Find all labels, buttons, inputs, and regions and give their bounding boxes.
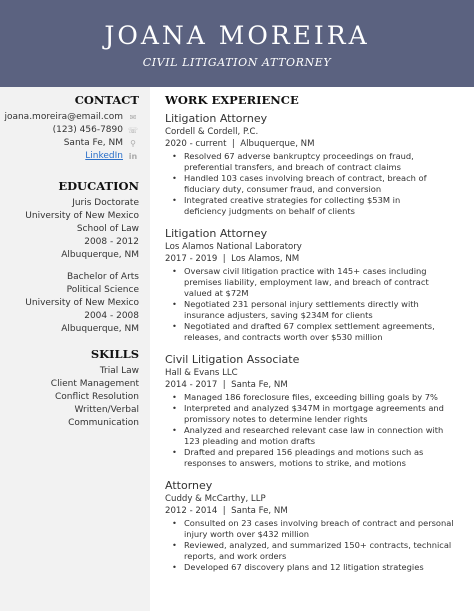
job-title: Attorney xyxy=(165,479,213,492)
skill-item: Written/Verbal xyxy=(74,405,139,415)
job-bullet: • Resolved 67 adverse bankruptcy proceedings on fraud, preferential transfers, and breach of contract claims xyxy=(165,151,465,173)
job-dates: 2012 - 2014 xyxy=(165,506,218,516)
contact-section xyxy=(0,93,150,163)
job-company: Cordell & Cordell, P.C. xyxy=(165,127,259,137)
job-title: Civil Litigation Associate xyxy=(165,353,300,366)
skills-heading: SKILLS xyxy=(90,347,139,361)
education-years: 2008 - 2012 xyxy=(84,237,139,247)
job-bullets xyxy=(165,392,465,469)
resume-header xyxy=(0,0,474,87)
job-dates: 2017 - 2019 xyxy=(165,254,218,264)
job-meta: 2012 - 2014 | Santa Fe, NM xyxy=(165,506,288,516)
education-degree: Bachelor of Arts xyxy=(66,272,139,282)
job-entry xyxy=(165,227,465,343)
skill-item: Client Management xyxy=(50,379,139,389)
candidate-name: JOANA MOREIRA xyxy=(104,21,370,50)
job-location: Santa Fe, NM xyxy=(231,380,288,390)
job-entry xyxy=(165,112,465,217)
job-bullet: • Negotiated 231 personal injury settlements directly with insurance adjusters, saving $234M for clients xyxy=(165,299,465,321)
job-meta: 2014 - 2017 | Santa Fe, NM xyxy=(165,380,288,390)
job-bullet: • Interpreted and analyzed $347M in mortgage agreements and promissory notes to determine lender rights xyxy=(165,403,465,425)
job-meta: 2017 - 2019 | Los Alamos, NM xyxy=(165,254,300,264)
phone-text: (123) 456-7890 xyxy=(52,125,123,135)
job-bullet: • Negotiated and drafted 67 complex settlement agreements, releases, and contracts worth over $530 million xyxy=(165,321,465,343)
job-bullets xyxy=(165,151,465,217)
education-section xyxy=(0,179,150,336)
job-company: Los Alamos National Laboratory xyxy=(165,242,302,252)
job-bullet: • Integrated creative strategies for collecting $53M in deficiency judgments on behalf of clients xyxy=(165,195,465,217)
job-company: Cuddy & McCarthy, LLP xyxy=(165,494,266,504)
job-bullets xyxy=(165,518,465,573)
email-text: joana.moreira@email.com xyxy=(4,112,123,122)
phone-icon: ☏ xyxy=(127,126,138,135)
contact-linkedin[interactable] xyxy=(0,150,139,163)
job-entry xyxy=(165,353,465,469)
education-field: Political Science xyxy=(66,285,139,295)
job-dates: 2014 - 2017 xyxy=(165,380,218,390)
skills-section xyxy=(0,347,150,430)
job-title: Litigation Attorney xyxy=(165,112,268,125)
job-bullet: • Reviewed, analyzed, and summarized 150+ contracts, technical reports, and work orders xyxy=(165,540,465,562)
job-company: Hall & Evans LLC xyxy=(165,368,238,378)
job-bullet: • Managed 186 foreclosure files, exceeding billing goals by 7% xyxy=(165,392,465,403)
location-text: Santa Fe, NM xyxy=(63,138,123,148)
education-location: Albuquerque, NM xyxy=(61,250,139,260)
education-degree: Juris Doctorate xyxy=(72,198,139,208)
envelope-icon: ✉ xyxy=(129,113,137,122)
job-bullet: • Developed 67 discovery plans and 12 litigation strategies xyxy=(165,562,465,573)
main-content xyxy=(165,93,465,583)
job-bullet: • Oversaw civil litigation practice with 145+ cases including premises liability, employment law, and breach of contract valued at $72M xyxy=(165,266,465,299)
education-location: Albuquerque, NM xyxy=(61,324,139,334)
linkedin-link[interactable]: LinkedIn xyxy=(85,151,123,161)
candidate-title: CIVIL LITIGATION ATTORNEY xyxy=(142,56,332,69)
job-meta: 2020 - current | Albuquerque, NM xyxy=(165,139,315,149)
skill-item: Conflict Resolution xyxy=(54,392,139,402)
education-school: School of Law xyxy=(76,224,139,234)
education-years: 2004 - 2008 xyxy=(84,311,139,321)
contact-location xyxy=(0,137,139,150)
sidebar xyxy=(0,87,150,611)
job-location: Santa Fe, NM xyxy=(231,506,288,516)
education-school: University of New Mexico xyxy=(25,211,139,221)
job-bullet: • Handled 103 cases involving breach of contract, breach of fiduciary duty, consumer fraud, and conversion xyxy=(165,173,465,195)
linkedin-icon: in xyxy=(128,152,138,161)
skill-item: Trial Law xyxy=(99,366,139,376)
job-bullet: • Drafted and prepared 156 pleadings and motions such as responses to answers, motions to strike, and motions xyxy=(165,447,465,469)
education-school: University of New Mexico xyxy=(25,298,139,308)
map-pin-icon: ⚲ xyxy=(130,139,136,148)
job-bullet: • Analyzed and researched relevant case law in connection with 123 pleading and motion drafts xyxy=(165,425,465,447)
skill-item: Communication xyxy=(68,418,139,428)
contact-phone xyxy=(0,124,139,137)
job-bullet: • Consulted on 23 cases involving breach of contract and personal injury worth over $432 million xyxy=(165,518,465,540)
job-dates: 2020 - current xyxy=(165,139,227,149)
job-entry xyxy=(165,479,465,573)
job-bullets xyxy=(165,266,465,343)
education-heading: EDUCATION xyxy=(58,179,139,193)
work-experience-heading: WORK EXPERIENCE xyxy=(165,93,299,107)
contact-heading: CONTACT xyxy=(74,93,139,107)
job-location: Los Alamos, NM xyxy=(231,254,300,264)
contact-email xyxy=(0,111,139,124)
job-location: Albuquerque, NM xyxy=(240,139,315,149)
job-title: Litigation Attorney xyxy=(165,227,268,240)
